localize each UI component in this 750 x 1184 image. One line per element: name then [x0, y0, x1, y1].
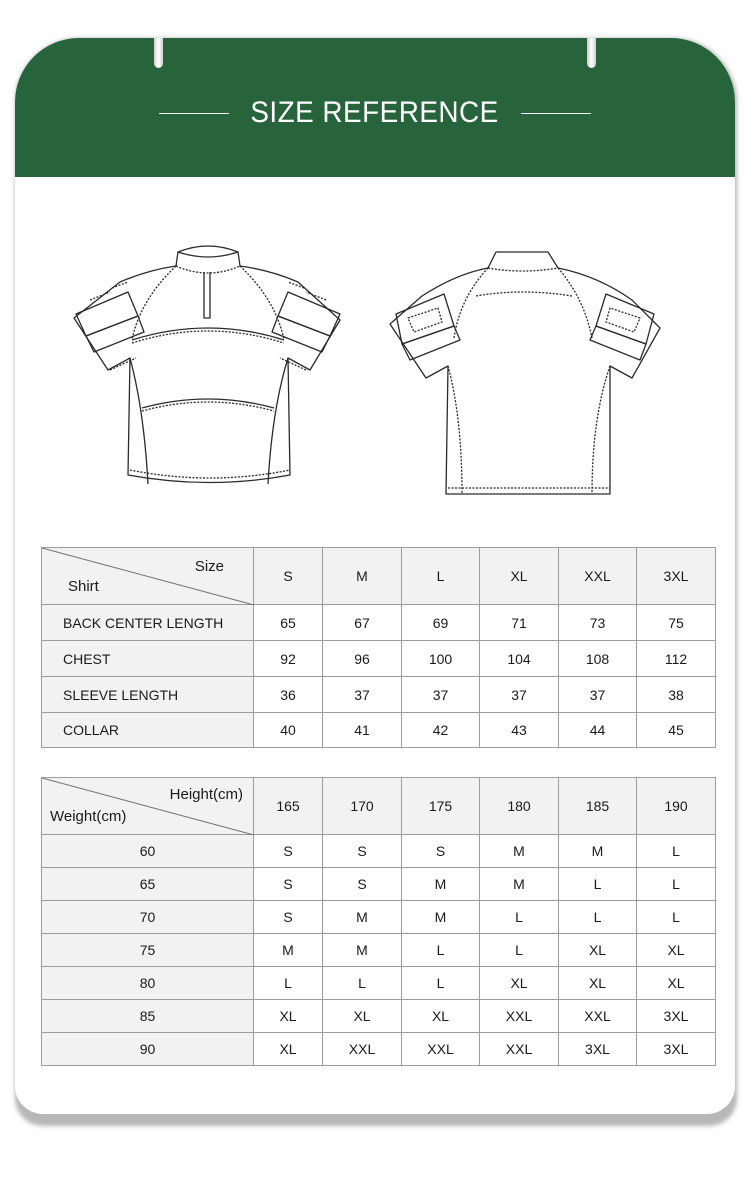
row-label: CHEST [42, 641, 254, 677]
table-cell: 37 [323, 677, 402, 713]
hanger-slot-right [587, 38, 596, 68]
table-cell: XL [480, 967, 559, 1000]
header-banner [15, 38, 735, 177]
table-cell: XXL [323, 1033, 402, 1066]
fit-recommendation-table [41, 777, 716, 1066]
row-label: BACK CENTER LENGTH [42, 605, 254, 641]
weight-label: 80 [42, 967, 254, 1000]
table-cell: L [480, 934, 559, 967]
shirt-front-illustration [70, 240, 346, 496]
measurements-table [41, 547, 716, 748]
table-cell: 100 [402, 641, 480, 677]
table-cell: XXL [402, 1033, 480, 1066]
table-cell: 45 [637, 713, 716, 748]
table-row [42, 677, 716, 713]
size-header: M [323, 548, 402, 605]
table-cell: S [323, 835, 402, 868]
table-cell: XXL [480, 1033, 559, 1066]
weight-label: 75 [42, 934, 254, 967]
table-cell: 73 [559, 605, 637, 641]
title-row [15, 92, 735, 134]
table-row [42, 1033, 716, 1066]
table-row [42, 713, 716, 748]
table-row [42, 1000, 716, 1033]
table-cell: M [323, 901, 402, 934]
table-cell: M [480, 868, 559, 901]
table-cell: S [323, 868, 402, 901]
table-cell: M [323, 934, 402, 967]
weight-label: 65 [42, 868, 254, 901]
table-row [42, 835, 716, 868]
table-row [42, 641, 716, 677]
row-label: COLLAR [42, 713, 254, 748]
table-cell: 75 [637, 605, 716, 641]
fit-header-row [42, 778, 716, 835]
table-cell: XL [559, 934, 637, 967]
table-cell: XXL [480, 1000, 559, 1033]
table-cell: XL [254, 1000, 323, 1033]
table-cell: L [402, 934, 480, 967]
page-title: SIZE REFERENCE [250, 96, 500, 129]
table-cell: 41 [323, 713, 402, 748]
corner-label-size: Size [194, 558, 224, 575]
size-header: S [254, 548, 323, 605]
table-row [42, 934, 716, 967]
weight-label: 70 [42, 901, 254, 934]
table-cell: 65 [254, 605, 323, 641]
table-cell: S [254, 901, 323, 934]
table-cell: L [637, 868, 716, 901]
hanger-slot-left [154, 38, 163, 68]
shirt-back-illustration [388, 248, 662, 498]
table-row [42, 868, 716, 901]
table-cell: 108 [559, 641, 637, 677]
table-cell: S [254, 835, 323, 868]
table-cell: L [323, 967, 402, 1000]
table-cell: M [480, 835, 559, 868]
table-cell: XL [637, 934, 716, 967]
table-cell: 71 [480, 605, 559, 641]
measurements-header-row [42, 548, 716, 605]
table-cell: 38 [637, 677, 716, 713]
size-header: 3XL [637, 548, 716, 605]
table-cell: 3XL [637, 1033, 716, 1066]
title-rule-left [159, 113, 229, 114]
corner-label-height: Height(cm) [169, 786, 243, 803]
height-header: 175 [402, 778, 480, 835]
height-header: 170 [323, 778, 402, 835]
table-cell: XL [637, 967, 716, 1000]
table-cell: M [402, 868, 480, 901]
table-cell: 96 [323, 641, 402, 677]
size-header: L [402, 548, 480, 605]
table-row [42, 967, 716, 1000]
table-cell: 104 [480, 641, 559, 677]
table-cell: XL [323, 1000, 402, 1033]
table-cell: XL [402, 1000, 480, 1033]
corner-label-shirt: Shirt [68, 578, 99, 595]
table-cell: M [402, 901, 480, 934]
table-cell: 36 [254, 677, 323, 713]
table-cell: XL [559, 967, 637, 1000]
measurements-corner-cell [42, 548, 254, 605]
table-cell: 37 [480, 677, 559, 713]
table-cell: M [559, 835, 637, 868]
table-cell: L [254, 967, 323, 1000]
table-cell: 42 [402, 713, 480, 748]
table-cell: S [254, 868, 323, 901]
row-label: SLEEVE LENGTH [42, 677, 254, 713]
table-cell: S [402, 835, 480, 868]
height-header: 165 [254, 778, 323, 835]
table-cell: L [637, 901, 716, 934]
table-cell: 40 [254, 713, 323, 748]
table-cell: 3XL [559, 1033, 637, 1066]
diagonal-divider [42, 548, 254, 605]
title-rule-right [521, 113, 591, 114]
table-cell: 43 [480, 713, 559, 748]
table-cell: 37 [559, 677, 637, 713]
table-cell: 37 [402, 677, 480, 713]
table-row [42, 605, 716, 641]
table-cell: L [559, 901, 637, 934]
table-cell: 112 [637, 641, 716, 677]
height-header: 190 [637, 778, 716, 835]
table-cell: M [254, 934, 323, 967]
table-cell: L [637, 835, 716, 868]
table-cell: 44 [559, 713, 637, 748]
table-cell: 69 [402, 605, 480, 641]
weight-label: 60 [42, 835, 254, 868]
table-cell: 67 [323, 605, 402, 641]
corner-label-weight: Weight(cm) [50, 808, 127, 825]
table-cell: XL [254, 1033, 323, 1066]
height-header: 180 [480, 778, 559, 835]
weight-label: 85 [42, 1000, 254, 1033]
height-header: 185 [559, 778, 637, 835]
table-cell: 3XL [637, 1000, 716, 1033]
table-cell: L [559, 868, 637, 901]
table-cell: XXL [559, 1000, 637, 1033]
weight-label: 90 [42, 1033, 254, 1066]
size-header: XL [480, 548, 559, 605]
table-row [42, 901, 716, 934]
size-header: XXL [559, 548, 637, 605]
table-cell: 92 [254, 641, 323, 677]
table-cell: L [402, 967, 480, 1000]
fit-corner-cell [42, 778, 254, 835]
table-cell: L [480, 901, 559, 934]
